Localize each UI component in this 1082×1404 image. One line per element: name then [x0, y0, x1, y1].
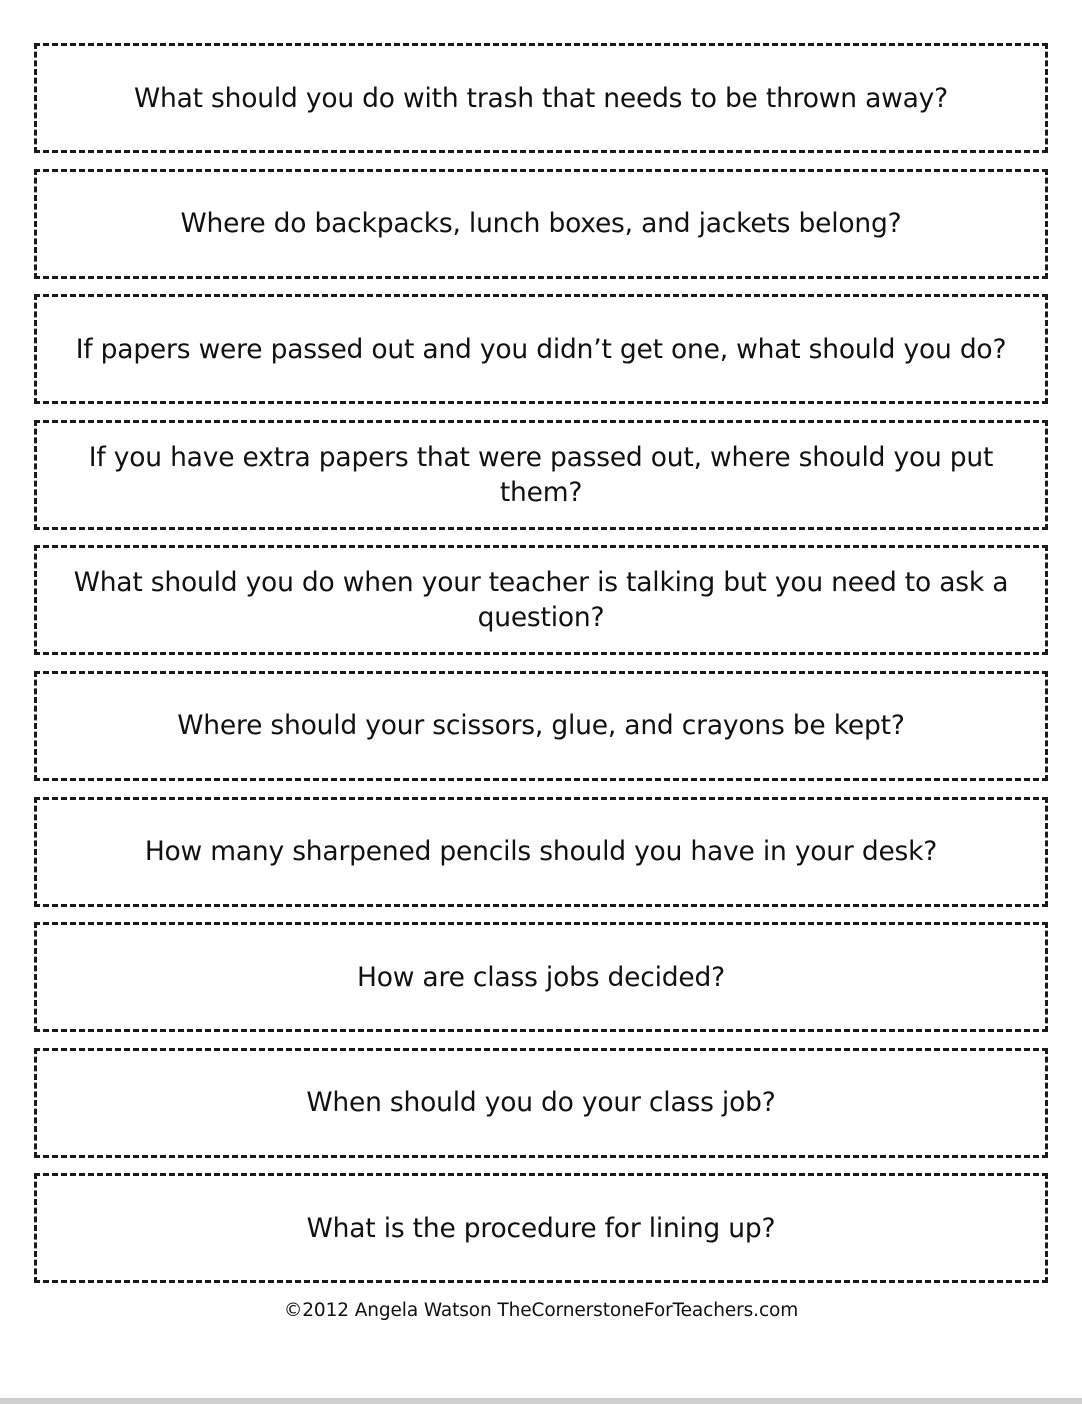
question-card [34, 169, 1048, 279]
question-text: Where should your scissors, glue, and crayons be kept? [177, 710, 905, 742]
question-card-list [34, 43, 1048, 1299]
question-text: What is the procedure for lining up? [306, 1212, 776, 1244]
question-card [34, 922, 1048, 1032]
question-text: When should you do your class job? [306, 1087, 776, 1119]
question-card [34, 1173, 1048, 1283]
copyright-footer: ©2012 Angela Watson TheCornerstoneForTeachers.com [283, 1300, 799, 1321]
question-text: If papers were passed out and you didn’t get one, what should you do? [75, 333, 1007, 365]
question-card [34, 797, 1048, 907]
question-card [34, 420, 1048, 530]
question-text: How are class jobs decided? [356, 961, 726, 993]
question-card [34, 545, 1048, 655]
question-text: Where do backpacks, lunch boxes, and jackets belong? [180, 208, 902, 240]
question-text: What should you do when your teacher is talking but you need to ask a question? [73, 567, 1009, 634]
question-text: If you have extra papers that were passed out, where should you put them? [88, 441, 994, 508]
question-text: What should you do with trash that needs to be thrown away? [133, 82, 948, 114]
question-text: How many sharpened pencils should you have in your desk? [144, 836, 938, 868]
question-card [34, 43, 1048, 153]
question-card [34, 1048, 1048, 1158]
question-card [34, 294, 1048, 404]
question-card [34, 671, 1048, 781]
page-bottom-edge [0, 1398, 1082, 1404]
